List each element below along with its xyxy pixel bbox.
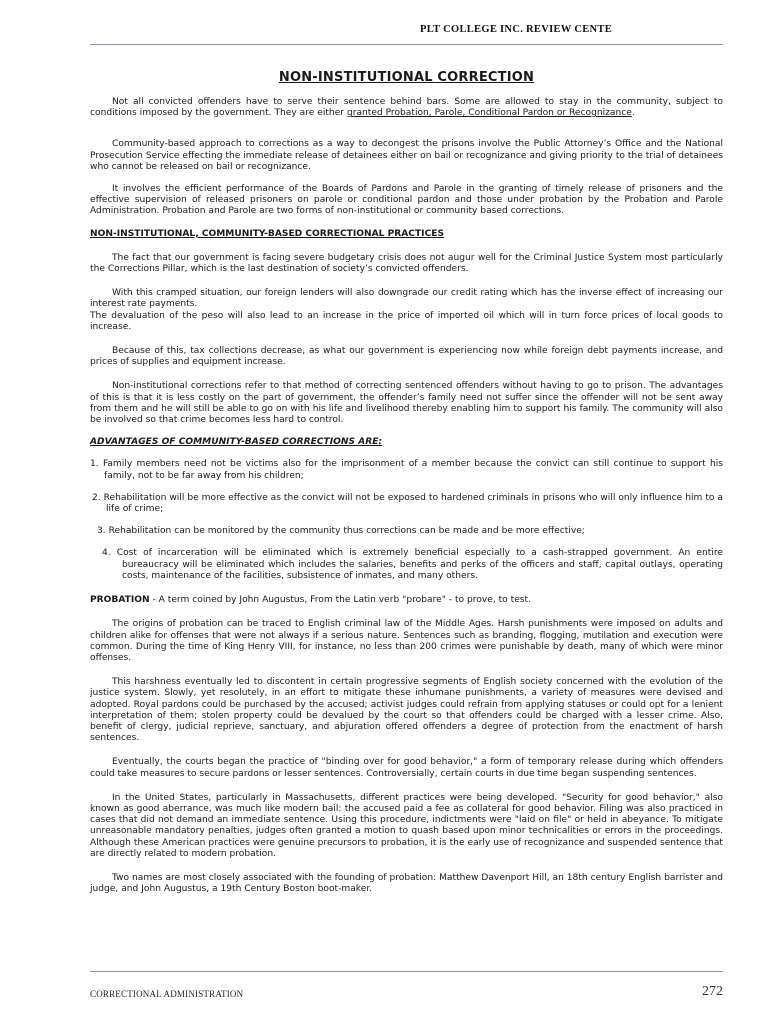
list-item: 4. Cost of incarceration will be eliminated which is extremely beneficial especially to a cash-strapped government. An entire bureaucracy will be eliminated which includes the salaries, benefits and perks of the officers and staff, capital outlays, operating costs, maintenance of the facilities, subsistence of inmates, and many others. xyxy=(102,548,723,581)
paragraph-origins: The origins of probation can be traced to English criminal law of the Middle Ages. Harsh punishments were imposed on adults and children alike for offenses that were not always if a serious nature. Sentences such as branding, flogging, mutilation and execution were common. During the time of King Henry VIII, for instance, no less than 200 crimes were punishable by death, many of which were minor offenses. xyxy=(90,619,723,663)
paragraph-harshness: This harshness eventually led to discontent in certain progressive segments of English society concerned with the evolution of the justice system. Slowly, yet resolutely, in an effort to mitigate these inhumane punishments, a variety of measures were devised and adopted. Royal pardons could be purchased by the accused; activist judges could refrain from applying statuses or could opt for a lenient interpretation of them; stolen property could be devalued by the court so that offenders could be charged with a lesser crime. Also, benefit of clergy, judicial reprieve, sanctuary, and abjuration offered offenders a degree of protection from the enactment of harsh sentences. xyxy=(90,677,723,744)
footer-rule xyxy=(90,971,723,972)
intro-underlined-text: granted Probation, Parole, Conditional Pardon or Recognizance xyxy=(346,108,632,119)
paragraph-community-approach: Community-based approach to corrections as a way to decongest the prisons involve the Public Attorney’s Office and the National Prosecution Service effecting the immediate release of detainees either on bail or recognizance and giving priority to the trial of detainees who cannot be released on bail or recognizance. xyxy=(90,139,723,172)
paragraph-budget-crisis: The fact that our government is facing severe budgetary crisis does not augur well for the Criminal Justice System most particularly the Corrections Pillar, which is the last destination of society’s convicted offenders. xyxy=(90,252,723,275)
paragraph-credit-rating: With this cramped situation, our foreign lenders will also downgrade our credit rating which has the inverse effect of increasing our interest rate payments. xyxy=(90,288,723,310)
section-heading-practices: NON-INSTITUTIONAL, COMMUNITY-BASED CORRECTIONAL PRACTICES xyxy=(90,228,444,239)
probation-definition-text: - A term coined by John Augustus, From the Latin verb "probare" - to prove, to test. xyxy=(149,595,531,606)
intro-paragraph xyxy=(90,97,723,119)
list-item: 1. Family members need not be victims also for the imprisonment of a member because the convict can still continue to support his family, not to be far away from his children; xyxy=(90,459,723,481)
paragraph-united-states: In the United States, particularly in Massachusetts, different practices were being developed. "Security for good behavior," also known as good aberrance, was much like modern bail: the accused paid a fee as collateral for good behavior. Filing was also practiced in cases that did not demand an immediate sentence. Using this procedure, indictments were "laid on file" or held in abeyance. To mitigate unreasonable mandatory penalties, judges often granted a motion to quash based upon minor technicalities or errors in the proceedings. Although these American practices were genuine precursors to probation, it is the early use of recognizance and suspended sentence that are directly related to modern probation. xyxy=(90,792,723,859)
intro-text-a: Not all convicted offenders have to serve their sentence behind bars. Some are allowed to stay in the community, subject to conditions imposed by the government. They are either xyxy=(90,97,723,119)
paragraph-peso-devaluation: The devaluation of the peso will also lead to an increase in the price of imported oil which will in turn force prices of local goods to increase. xyxy=(90,310,723,332)
paragraph-boards: It involves the efficient performance of the Boards of Pardons and Parole in the granting of timely release of prisoners and the effective supervision of released prisoners on parole or conditional pardon and those under probation by the Probation and Parole Administration. Probation and Parole are two forms of non-institutional or community based corrections. xyxy=(90,184,723,217)
paragraph-founders: Two names are most closely associated with the founding of probation: Matthew Davenport Hill, an 18th century English barrister and judge, and John Augustus, a 19th Century Boston boot-maker. xyxy=(90,872,723,895)
advantages-list xyxy=(90,459,723,582)
list-item: 2. Rehabilitation will be more effective as the convict will not be exposed to hardened criminals in prisons who will only influence him to a life of crime; xyxy=(92,492,723,515)
header-rule xyxy=(90,44,723,45)
running-header: PLT COLLEGE INC. REVIEW CENTE xyxy=(420,24,613,35)
running-footer: CORRECTIONAL ADMINISTRATION xyxy=(90,989,244,999)
list-item: 3. Rehabilitation can be monitored by the community thus corrections can be made and be more effective; xyxy=(97,526,585,537)
paragraph-binding-over: Eventually, the courts began the practice of "binding over for good behavior," a form of temporary release during which offenders could take measures to secure pardons or lesser sentences. Controversially, certain courts in due time began suspending sentences. xyxy=(90,757,723,779)
section-heading-advantages: ADVANTAGES OF COMMUNITY-BASED CORRECTIONS ARE: xyxy=(90,437,383,448)
probation-term: PROBATION xyxy=(90,595,150,606)
page-number: 272 xyxy=(702,984,723,999)
intro-text-b: . xyxy=(631,108,635,119)
page-title: NON-INSTITUTIONAL CORRECTION xyxy=(278,70,535,85)
paragraph-tax-collections: Because of this, tax collections decrease, as what our government is experiencing now while foreign debt payments increase, and prices of supplies and equipment increase. xyxy=(90,346,723,368)
paragraph-definition: Non-institutional corrections refer to that method of correcting sentenced offenders without having to go to prison. The advantages of this is that it is less costly on the part of government, the offender’s family need not suffer since the offender will not be sent away from them and he will still be able to go on with his life and livelihood thereby enabling him to support his family. The community will also be involved so that crime becomes less hard to control. xyxy=(90,381,723,426)
probation-definition xyxy=(90,595,723,606)
document-body xyxy=(90,70,723,895)
